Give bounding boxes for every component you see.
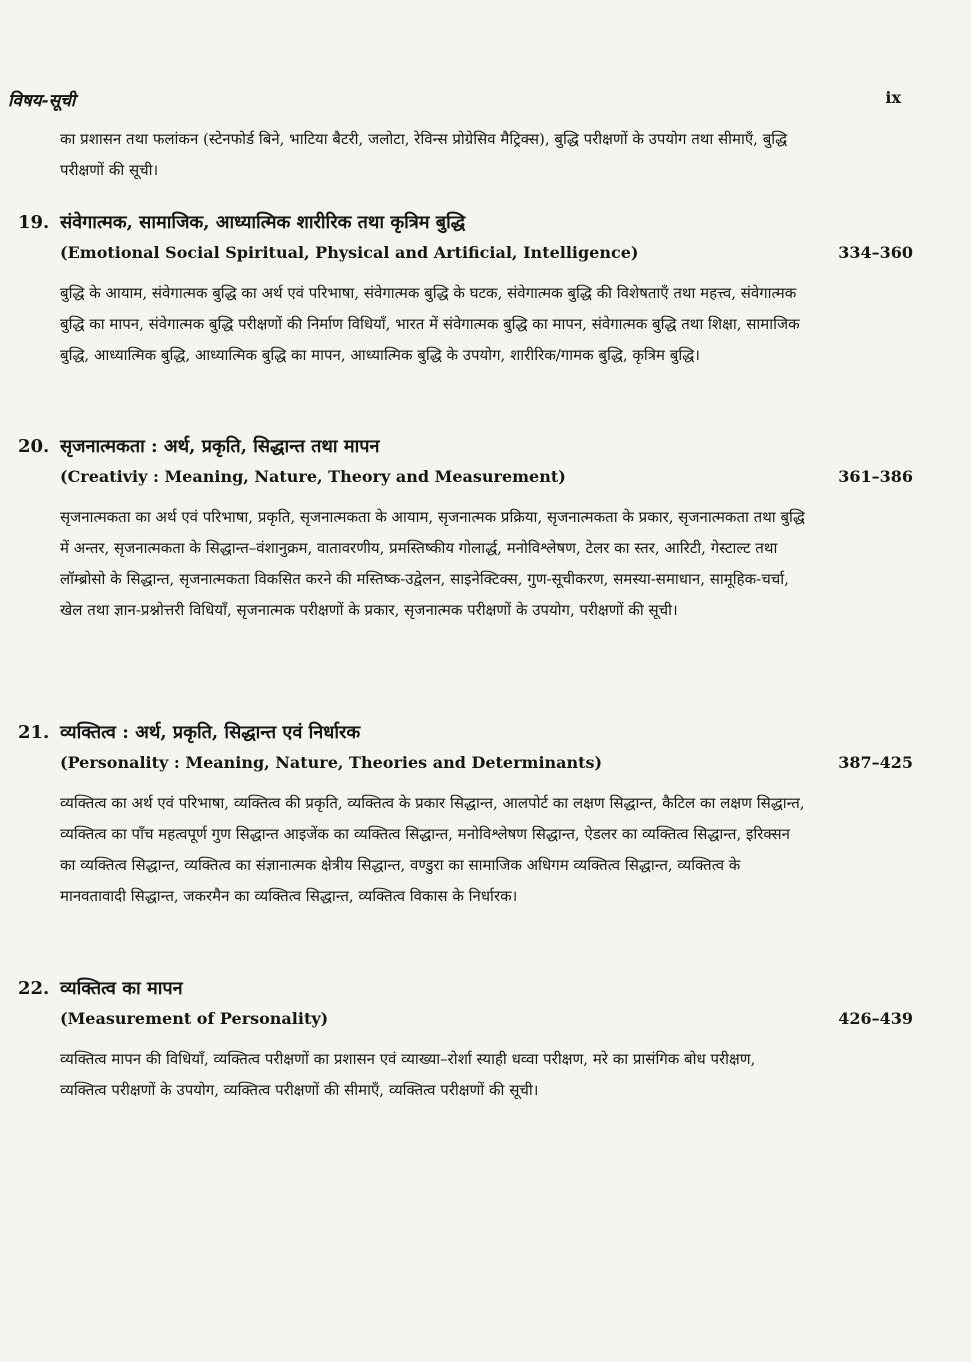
chapter-title-hindi: व्यक्तित्व : अर्थ, प्रकृति, सिद्धान्त एवं निर्धारक [60, 722, 361, 743]
page-number: ix [885, 88, 901, 107]
chapter-description: व्यक्तित्व का अर्थ एवं परिभाषा, व्यक्तित्व की प्रकृति, व्यक्तित्व के प्रकार सिद्धान्त, आलपोर्ट का लक्षण सिद्धान्त, कैटिल का लक्षण सिद्धान्त, व्यक्तित्व का पाँच महत्वपूर्ण गुण सिद्धान्त आइजेंक का व्यक्तित्व सिद्धान्त, मनोविश्लेषण सिद्धान्त, ऐडलर का व्यक्तित्व सिद्धान्त, इरिक्सन का व्यक्तित्व सिद्धान्त, व्यक्तित्व का संज्ञानात्मक क्षेत्रीय सिद्धान्त, वण्डुरा का सामाजिक अधिगम व्यक्तित्व सिद्धान्त, व्यक्तित्व के मानवतावादी सिद्धान्त, जकरमैन का व्यक्तित्व सिद्धान्त, व्यक्तित्व विकास के निर्धारक। [60, 794, 805, 905]
chapter-number: 21. [18, 722, 50, 743]
chapter-number: 22. [18, 978, 50, 999]
chapter-entry [18, 974, 913, 1106]
chapter-subtitle-row [18, 748, 913, 778]
chapter-entry [18, 718, 913, 912]
chapter-page-range: 361–386 [838, 467, 913, 486]
chapter-title-english: (Creativiy : Meaning, Nature, Theory and Measurement) [60, 467, 566, 486]
chapter-page-range: 426–439 [838, 1009, 913, 1028]
chapter-title [18, 974, 913, 1004]
chapter-title-english: (Personality : Meaning, Nature, Theories and Determinants) [60, 753, 603, 772]
chapter-title [18, 432, 913, 462]
chapter-subtitle-row [18, 462, 913, 492]
chapter-page-range: 387–425 [838, 753, 913, 772]
chapter-number: 19. [18, 212, 50, 233]
chapter-title [18, 718, 913, 748]
chapter-number: 20. [18, 436, 50, 457]
chapter-subtitle-row [18, 238, 913, 268]
chapter-entry [18, 208, 913, 371]
chapter-description: व्यक्तित्व मापन की विधियाँ, व्यक्तित्व परीक्षणों का प्रशासन एवं व्याख्या–रोर्शा स्याही धव्वा परीक्षण, मरे का प्रासंगिक बोध परीक्षण, व्यक्तित्व परीक्षणों के उपयोग, व्यक्तित्व परीक्षणों की सीमाएँ, व्यक्तित्व परीक्षणों की सूची। [60, 1050, 756, 1099]
running-title: विषय-सूची [8, 91, 76, 111]
chapter-description: सृजनात्मकता का अर्थ एवं परिभाषा, प्रकृति, सृजनात्मकता के आयाम, सृजनात्मक प्रक्रिया, सृजनात्मकता के प्रकार, सृजनात्मकता तथा बुद्धि में अन्तर, सृजनात्मकता के सिद्धान्त–वंशानुक्रम, वातावरणीय, प्रमस्तिष्कीय गोलार्द्ध, मनोविश्लेषण, टेलर का स्तर, आरिटी, गेस्टाल्ट तथा लॉम्ब्रोसो के सिद्धान्त, सृजनात्मकता विकसित करने की मस्तिष्क-उद्वेलन, साइनेक्टिक्स, गुण-सूचीकरण, समस्या-समाधान, सामूहिक-चर्चा, खेल तथा ज्ञान-प्रश्नोत्तरी विधियाँ, सृजनात्मक परीक्षणों के प्रकार, सृजनात्मक परीक्षणों के उपयोग, परीक्षणों की सूची। [60, 508, 805, 619]
chapter-description: बुद्धि के आयाम, संवेगात्मक बुद्धि का अर्थ एवं परिभाषा, संवेगात्मक बुद्धि के घटक, संवेगात्मक बुद्धि की विशेषताएँ तथा महत्त्व, संवेगात्मक बुद्धि का मापन, संवेगात्मक बुद्धि परीक्षणों की निर्माण विधियाँ, भारत में संवेगात्मक बुद्धि का मापन, संवेगात्मक बुद्धि तथा शिक्षा, सामाजिक बुद्धि, आध्यात्मिक बुद्धि, आध्यात्मिक बुद्धि का मापन, आध्यात्मिक बुद्धि के उपयोग, शारीरिक/गामक बुद्धि, कृत्रिम बुद्धि। [60, 284, 800, 364]
chapter-title-hindi: व्यक्तित्व का मापन [60, 978, 183, 999]
chapter-subtitle-row [18, 1004, 913, 1034]
chapter-entry [18, 432, 913, 626]
chapter-title-english: (Emotional Social Spiritual, Physical and Artificial, Intelligence) [60, 243, 639, 262]
chapter-title [18, 208, 913, 238]
chapter-page-range: 334–360 [838, 243, 913, 262]
continued-description: का प्रशासन तथा फलांकन (स्टेनफोर्ड बिने, भाटिया बैटरी, जलोटा, रेविन्स प्रोग्रेसिव मैट्रिक्स), बुद्धि परीक्षणों के उपयोग तथा सीमाएँ, बुद्धि परीक्षणों की सूची। [60, 130, 788, 179]
chapter-title-english: (Measurement of Personality) [60, 1009, 329, 1028]
chapter-title-hindi: सृजनात्मकता : अर्थ, प्रकृति, सिद्धान्त तथा मापन [60, 436, 380, 457]
chapter-title-hindi: संवेगात्मक, सामाजिक, आध्यात्मिक शारीरिक तथा कृत्रिम बुद्धि [60, 212, 466, 233]
